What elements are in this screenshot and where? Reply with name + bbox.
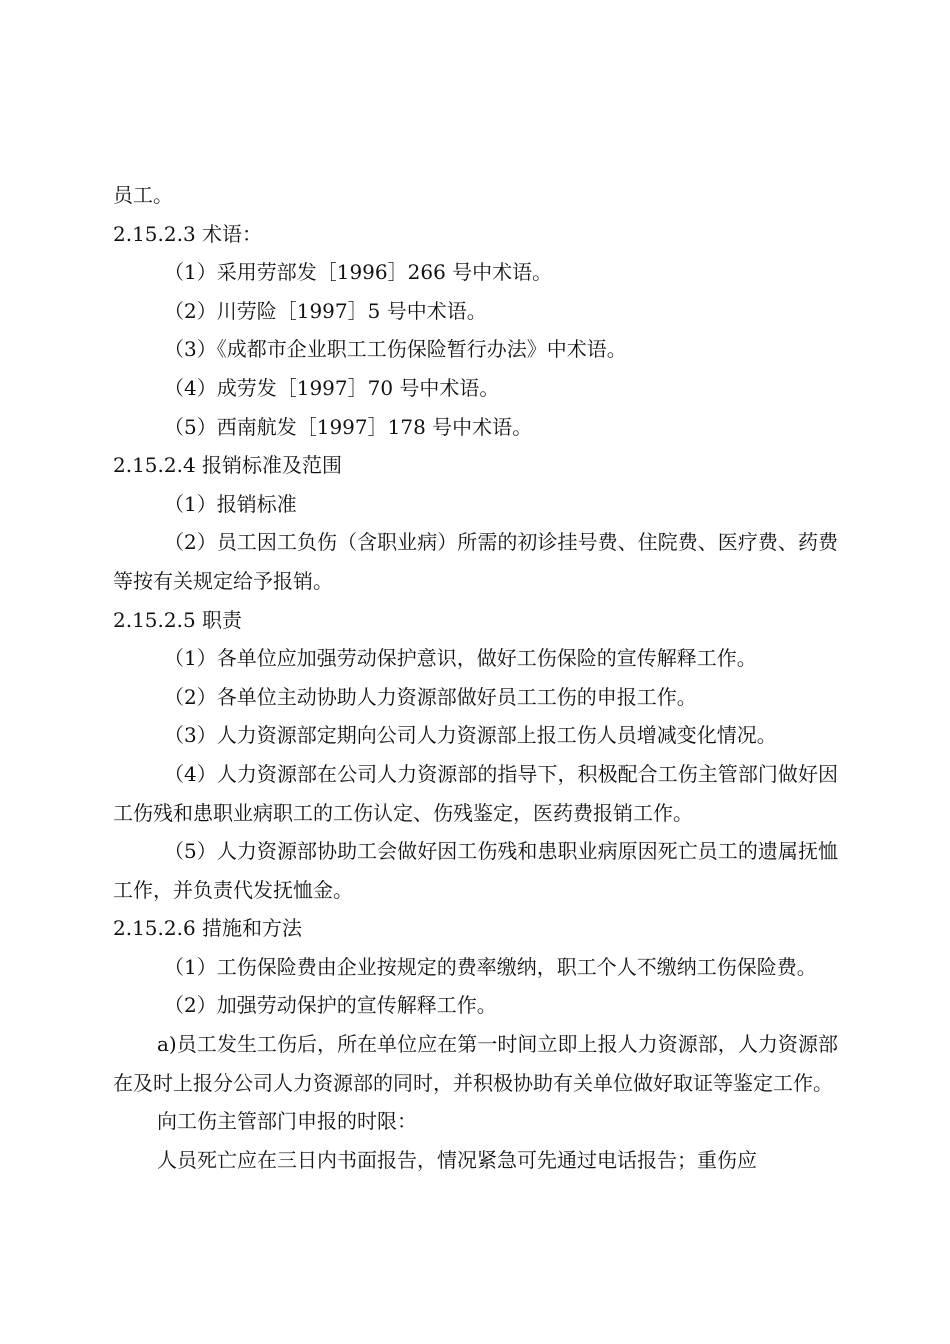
list-item: （2）加强劳动保护的宣传解释工作。 (164, 993, 497, 1018)
paragraph: （1）工伤保险费由企业按规定的费率缴纳，职工个人不缴纳工伤保险费。 (164, 954, 817, 979)
list-item: （1）采用劳部发［1996］266 号中术语。 (164, 260, 553, 285)
paragraph: （5）人力资源部协助工会做好因工伤残和患职业病原因死亡员工的遗属抚恤工作，并负责代发抚恤金。 (113, 839, 838, 902)
section-heading: 2.15.2.6 措施和方法 (113, 916, 303, 941)
list-item: （5）西南航发［1997］178 号中术语。 (164, 414, 533, 439)
paragraph: （2）员工因工负伤（含职业病）所需的初诊挂号费、住院费、医疗费、药费等按有关规定给予报销。 (113, 530, 838, 593)
list-item: （2）川劳险［1997］5 号中术语。 (164, 298, 487, 323)
text-line: 员工。 (113, 183, 173, 207)
document-page (113, 176, 838, 1179)
list-item: （3）人力资源部定期向公司人力资源部上报工伤人员增减变化情况。 (164, 723, 777, 748)
list-item: （1）各单位应加强劳动保护意识，做好工伤保险的宣传解释工作。 (164, 646, 757, 671)
list-item: （2）各单位主动协助人力资源部做好员工工伤的申报工作。 (164, 684, 697, 709)
paragraph: （4）人力资源部在公司人力资源部的指导下，积极配合工伤主管部门做好因工伤残和患职业病职工的工伤认定、伤残鉴定，医药费报销工作。 (113, 761, 838, 825)
list-item: （3）《成都市企业职工工伤保险暂行办法》中术语。 (164, 337, 627, 362)
list-item: （4）成劳发［1997］70 号中术语。 (164, 375, 500, 400)
section-heading: 2.15.2.3 术语： (113, 221, 263, 246)
section-heading: 2.15.2.4 报销标准及范围 (113, 453, 343, 478)
list-item: （1）报销标准 (164, 491, 297, 516)
paragraph: a)员工发生工伤后，所在单位应在第一时间立即上报人力资源部，人力资源部在及时上报分公司人力资源部的同时，并积极协助有关单位做好取证等鉴定工作。 (113, 1032, 838, 1095)
text-line: 人员死亡应在三日内书面报告，情况紧急可先通过电话报告；重伤应 (157, 1147, 757, 1172)
section-heading: 2.15.2.5 职责 (113, 607, 243, 632)
text-line: 向工伤主管部门申报的时限： (157, 1109, 417, 1134)
